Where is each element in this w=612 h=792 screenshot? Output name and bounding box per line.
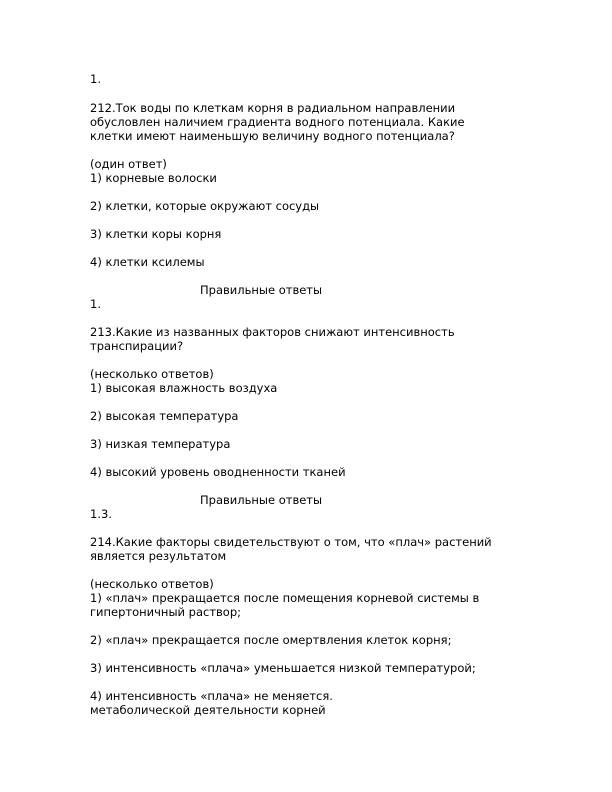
question-212-line-1 xyxy=(90,101,455,115)
question-213-line-1 xyxy=(90,325,455,339)
question-212-answers: 1. xyxy=(90,297,101,311)
question-214-option-4: 4) интенсивность «плача» не меняется. xyxy=(90,689,333,703)
question-214-option-3: 3) интенсивность «плача» уменьшается низкой температурой; xyxy=(90,661,476,675)
question-213-option-3: 3) низкая температура xyxy=(90,437,231,451)
top-answer: 1. xyxy=(90,72,101,86)
question-214-trailing-line: метаболической деятельности корней xyxy=(90,703,326,717)
question-number: 212. xyxy=(90,101,116,115)
question-213-answers-header: Правильные ответы xyxy=(200,493,323,507)
question-212-option-1: 1) корневые волоски xyxy=(90,171,217,185)
question-214-option-2: 2) «плач» прекращается после омертвления клеток корня; xyxy=(90,633,452,647)
question-212-line-2: обусловлен наличием градиента водного потенциала. Какие xyxy=(90,115,465,129)
question-213-mode: (несколько ответов) xyxy=(90,367,214,381)
question-213-option-2: 2) высокая температура xyxy=(90,409,239,423)
question-213-line-2: транспирации? xyxy=(90,339,184,353)
question-text: Какие из названных факторов снижают интенсивность xyxy=(115,325,455,339)
question-number: 213. xyxy=(90,325,116,339)
question-212-option-3: 3) клетки коры корня xyxy=(90,227,222,241)
question-text: Какие факторы свидетельствуют о том, что «плач» растений xyxy=(115,535,492,549)
question-text: Ток воды по клеткам корня в радиальном направлении xyxy=(115,101,456,115)
question-212-mode: (один ответ) xyxy=(90,157,167,171)
question-214-option-1-cont: гипертоничный раствор; xyxy=(90,605,242,619)
question-213-option-4: 4) высокий уровень оводненности тканей xyxy=(90,465,346,479)
question-212-line-3: клетки имеют наименьшую величину водного потенциала? xyxy=(90,129,455,143)
question-214-line-1 xyxy=(90,535,492,549)
question-213-answers: 1.3. xyxy=(90,507,112,521)
question-number: 214. xyxy=(90,535,116,549)
question-214-option-1: 1) «плач» прекращается после помещения корневой системы в xyxy=(90,591,480,605)
question-214-mode: (несколько ответов) xyxy=(90,577,214,591)
question-212-answers-header: Правильные ответы xyxy=(200,283,323,297)
question-213-option-1: 1) высокая влажность воздуха xyxy=(90,381,278,395)
question-214-line-2: является результатом xyxy=(90,549,227,563)
question-212-option-2: 2) клетки, которые окружают сосуды xyxy=(90,199,320,213)
question-212-option-4: 4) клетки ксилемы xyxy=(90,255,205,269)
